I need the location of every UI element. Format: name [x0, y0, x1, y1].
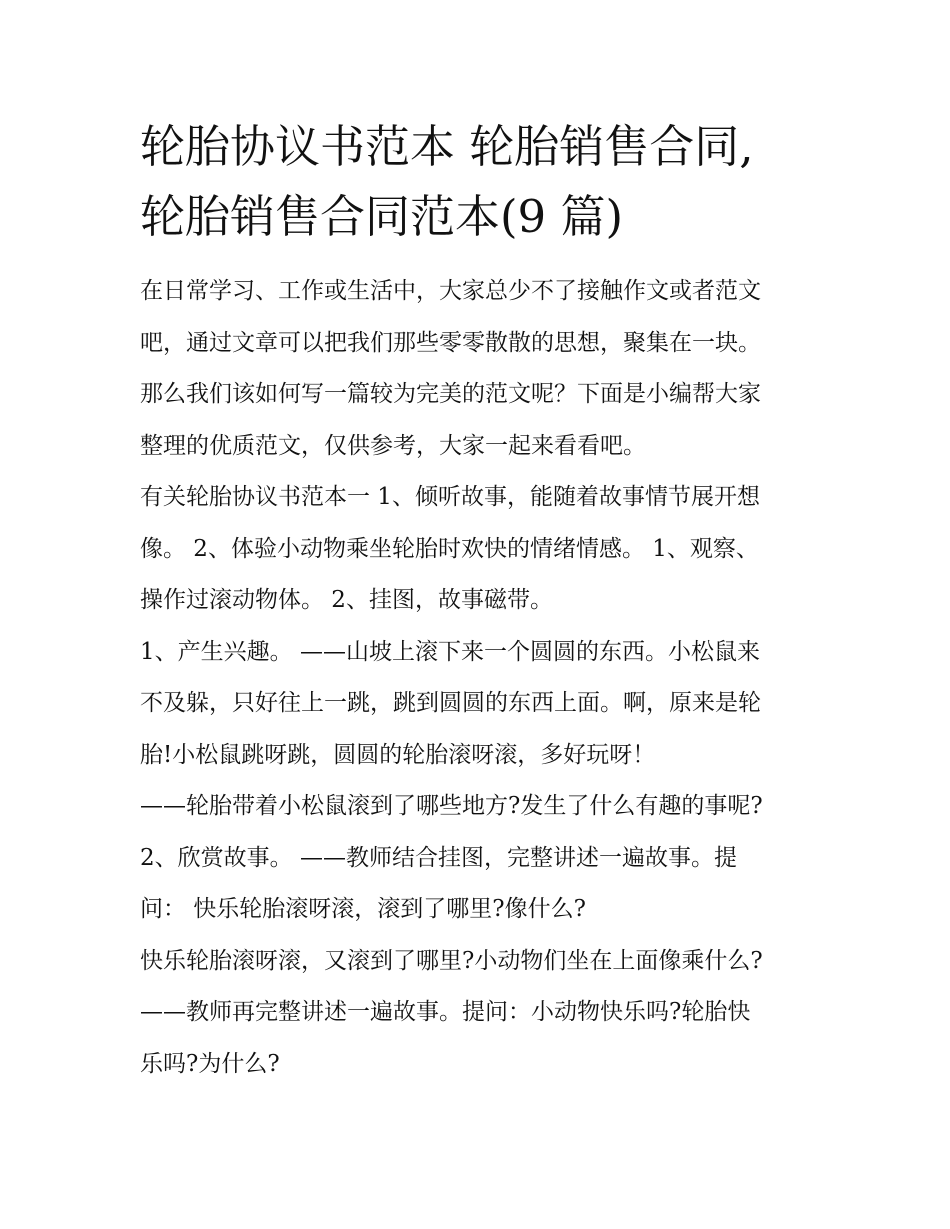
paragraph-question — [140, 781, 820, 833]
text-line: ——教师再完整讲述一遍故事。提问：小动物快乐吗?轮胎快 — [140, 999, 751, 1025]
paragraph-goals — [140, 472, 820, 627]
text-line: 整理的优质范文，仅供参考，大家一起来看看吧。 — [140, 432, 646, 459]
paragraph-retell — [140, 987, 820, 1090]
text-line: 操作过滚动物体。 2、挂图，故事磁带。 — [140, 587, 553, 613]
text-line: 胎!小松鼠跳呀跳，圆圆的轮胎滚呀滚，多好玩呀！ — [140, 741, 656, 768]
text-line: 2、欣赏故事。 ——教师结合挂图，完整讲述一遍故事。提 — [140, 844, 737, 871]
text-line: 快乐轮胎滚呀滚，又滚到了哪里?小动物们坐在上面像乘什么? — [140, 947, 763, 974]
paragraph-where — [140, 936, 820, 988]
paragraph-intro — [140, 266, 820, 472]
text-line: 在日常学习、工作或生活中，大家总少不了接触作文或者范文 — [140, 278, 761, 304]
text-line: 吧，通过文章可以把我们那些零零散散的思想，聚集在一块。 — [140, 329, 761, 356]
text-line: 1、产生兴趣。 ——山坡上滚下来一个圆圆的东西。小松鼠来 — [140, 638, 760, 665]
text-line: ——轮胎带着小松鼠滚到了哪些地方?发生了什么有趣的事呢? — [140, 793, 763, 819]
paragraph-interest — [140, 627, 820, 782]
text-line: 问： 快乐轮胎滚呀滚，滚到了哪里?像什么? — [140, 896, 586, 922]
text-line: 那么我们该如何写一篇较为完美的范文呢？下面是小编帮大家 — [140, 381, 761, 407]
paragraph-appreciate — [140, 833, 820, 936]
text-line: 有关轮胎协议书范本一 1、倾听故事，能随着故事情节展开想 — [140, 484, 760, 510]
text-line: 乐吗?为什么? — [140, 1050, 280, 1077]
title-line: 轮胎销售合同范本(9 篇) — [140, 190, 624, 243]
text-line: 像。 2、体验小动物乘坐轮胎时欢快的情绪情感。 1、观察、 — [140, 535, 759, 562]
title-line: 轮胎协议书范本 轮胎销售合同, — [140, 120, 754, 173]
document-page — [140, 112, 820, 1090]
text-line: 不及躲，只好往上一跳，跳到圆圆的东西上面。啊，原来是轮 — [140, 690, 761, 716]
document-title — [140, 112, 820, 252]
